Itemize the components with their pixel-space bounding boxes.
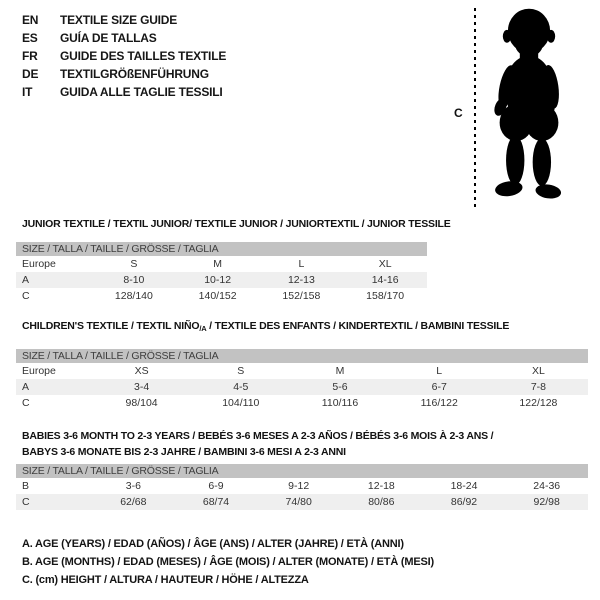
language-code: EN bbox=[22, 13, 39, 27]
table-cell: 3-4 bbox=[134, 381, 150, 393]
section-title-line bbox=[22, 428, 594, 444]
title-segment: CHILDREN'S TEXTILE / TEXTIL NIÑO bbox=[22, 320, 200, 332]
table-cell: 24-36 bbox=[533, 480, 561, 492]
table-cell: 92/98 bbox=[533, 496, 560, 508]
table-cell: S bbox=[237, 365, 245, 377]
measurement-legend bbox=[22, 535, 434, 589]
size-table-header: SIZE / TALLA / TAILLE / GRÖSSE / TAGLIA bbox=[16, 464, 588, 478]
language-title: TEXTILGRÖßENFÜHRUNG bbox=[60, 67, 209, 81]
table-cell: 86/92 bbox=[450, 496, 478, 508]
size-table-header: SIZE / TALLA / TAILLE / GRÖSSE / TAGLIA bbox=[16, 242, 427, 256]
language-row bbox=[22, 11, 226, 29]
language-title: GUÍA DE TALLAS bbox=[60, 31, 157, 45]
title-segment: / TEXTILE DES ENFANTS / KINDERTEXTIL / BAMBINI TESSILE bbox=[206, 320, 510, 332]
language-row bbox=[22, 83, 226, 101]
section-title bbox=[22, 216, 451, 232]
language-row bbox=[22, 65, 226, 83]
table-cell: M bbox=[335, 365, 345, 377]
row-label: Europe bbox=[22, 258, 56, 270]
table-cell: 14-16 bbox=[371, 274, 399, 286]
language-code: IT bbox=[22, 85, 33, 99]
table-row bbox=[16, 395, 588, 411]
title-segment: BABYS 3-6 MONATE BIS 2-3 JAHRE / BAMBINI 3-6 MESI A 2-3 ANNI bbox=[22, 446, 346, 458]
table-cell: 7-8 bbox=[530, 381, 546, 393]
language-row bbox=[22, 29, 226, 47]
table-row bbox=[16, 379, 588, 395]
title-segment: BABIES 3-6 MONTH TO 2-3 YEARS / BEBÉS 3-6 MESES A 2-3 AÑOS / BÉBÉS 3-6 MOIS À 2-3 ANS / bbox=[22, 430, 494, 442]
section-title-line bbox=[22, 216, 451, 232]
language-code: DE bbox=[22, 67, 39, 81]
table-cell: 68/74 bbox=[202, 496, 230, 508]
height-measure-dashed-line bbox=[474, 8, 476, 210]
table-row bbox=[16, 288, 427, 304]
table-cell: L bbox=[298, 258, 305, 270]
row-label: A bbox=[22, 274, 30, 286]
table-cell: S bbox=[130, 258, 138, 270]
legend-line: A. AGE (YEARS) / EDAD (AÑOS) / ÂGE (ANS) / ALTER (JAHRE) / ETÀ (ANNI) bbox=[22, 538, 404, 550]
section-title bbox=[22, 428, 594, 460]
size-table bbox=[16, 349, 588, 411]
toddler-silhouette-image bbox=[483, 6, 575, 208]
table-cell: 104/110 bbox=[222, 397, 260, 409]
section-babies-textile bbox=[22, 428, 594, 508]
table-cell: 8-10 bbox=[123, 274, 145, 286]
language-title: GUIDA ALLE TAGLIE TESSILI bbox=[60, 85, 223, 99]
language-title: GUIDE DES TAILLES TEXTILE bbox=[60, 49, 227, 63]
language-code: ES bbox=[22, 31, 38, 45]
section-junior-textile bbox=[22, 216, 451, 302]
table-cell: 12-13 bbox=[287, 274, 315, 286]
table-row bbox=[16, 363, 588, 379]
table-cell: 9-12 bbox=[288, 480, 310, 492]
row-label: C bbox=[22, 496, 30, 508]
table-row bbox=[16, 478, 588, 494]
table-cell: 18-24 bbox=[450, 480, 478, 492]
table-cell: 6-9 bbox=[208, 480, 224, 492]
table-cell: 6-7 bbox=[431, 381, 447, 393]
section-title bbox=[22, 318, 594, 335]
language-code: FR bbox=[22, 49, 38, 63]
table-cell: 3-6 bbox=[125, 480, 141, 492]
section-children-textile bbox=[22, 318, 594, 409]
table-row bbox=[16, 256, 427, 272]
table-cell: 122/128 bbox=[519, 397, 558, 409]
table-cell: 12-18 bbox=[367, 480, 395, 492]
table-cell: 116/122 bbox=[420, 397, 458, 409]
title-segment: JUNIOR TEXTILE / TEXTIL JUNIOR/ TEXTILE JUNIOR / JUNIORTEXTIL / JUNIOR TESSILE bbox=[22, 218, 451, 230]
table-cell: 10-12 bbox=[204, 274, 232, 286]
table-cell: 62/68 bbox=[120, 496, 147, 508]
table-cell: 80/86 bbox=[368, 496, 395, 508]
table-cell: XL bbox=[378, 258, 392, 270]
title-segment: /A bbox=[199, 324, 207, 333]
table-cell: XL bbox=[531, 365, 545, 377]
table-cell: 158/170 bbox=[366, 290, 405, 302]
legend-line: B. AGE (MONTHS) / EDAD (MESES) / ÂGE (MOIS) / ALTER (MONATE) / ETÀ (MESI) bbox=[22, 556, 434, 568]
size-table bbox=[16, 464, 588, 510]
table-cell: L bbox=[436, 365, 443, 377]
row-label: B bbox=[22, 480, 30, 492]
language-title: TEXTILE SIZE GUIDE bbox=[60, 13, 178, 27]
table-cell: 74/80 bbox=[285, 496, 312, 508]
table-cell: XS bbox=[134, 365, 149, 377]
table-cell: M bbox=[213, 258, 222, 270]
section-title-line bbox=[22, 444, 594, 460]
row-label: Europe bbox=[22, 365, 56, 377]
table-row bbox=[16, 494, 588, 510]
table-cell: 110/116 bbox=[321, 397, 359, 409]
table-cell: 152/158 bbox=[282, 290, 321, 302]
row-label: A bbox=[22, 381, 30, 393]
legend-line: C. (cm) HEIGHT / ALTURA / HAUTEUR / HÖHE / ALTEZZA bbox=[22, 574, 309, 586]
language-row bbox=[22, 47, 226, 65]
size-table-header: SIZE / TALLA / TAILLE / GRÖSSE / TAGLIA bbox=[16, 349, 588, 363]
table-cell: 5-6 bbox=[332, 381, 348, 393]
table-cell: 4-5 bbox=[233, 381, 249, 393]
row-label: C bbox=[22, 397, 30, 409]
table-cell: 128/140 bbox=[114, 290, 153, 302]
size-table bbox=[16, 242, 427, 304]
measure-label-c: C bbox=[454, 106, 463, 120]
row-label: C bbox=[22, 290, 30, 302]
language-title-list bbox=[22, 11, 226, 101]
table-row bbox=[16, 272, 427, 288]
table-cell: 140/152 bbox=[198, 290, 237, 302]
table-cell: 98/104 bbox=[125, 397, 158, 409]
section-title-line bbox=[22, 318, 594, 335]
